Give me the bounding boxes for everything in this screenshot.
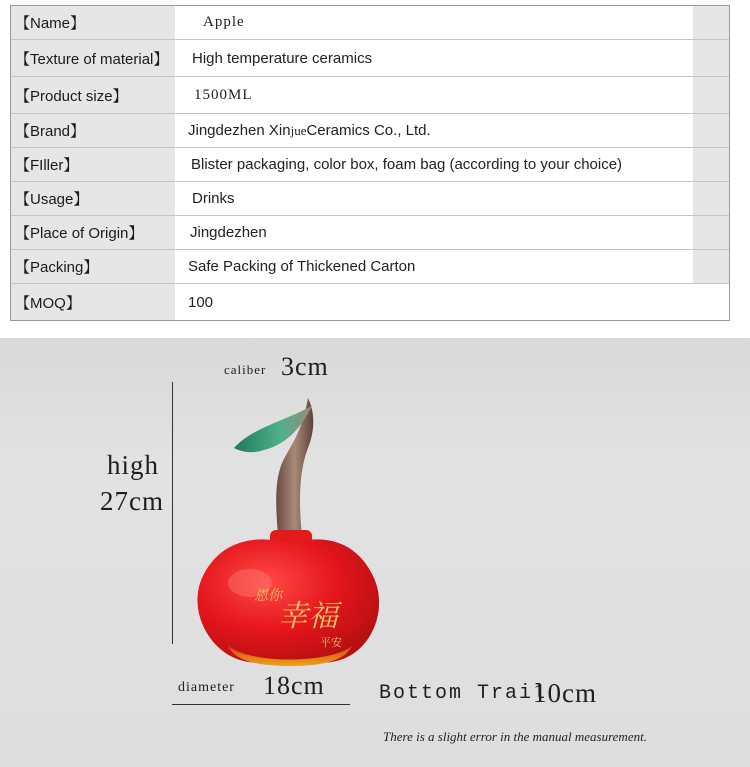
jar-text-top: 恩你 bbox=[254, 588, 282, 604]
row-label: 【Usage】 bbox=[11, 182, 175, 215]
table-row bbox=[11, 148, 729, 182]
brand-suffix: Ceramics Co., Ltd. bbox=[306, 122, 431, 139]
table-row bbox=[11, 6, 729, 40]
high-value: 27cm bbox=[100, 486, 164, 516]
row-label: 【Name】 bbox=[11, 6, 175, 39]
row-value: 100 bbox=[188, 293, 214, 311]
row-label: 【Texture of material】 bbox=[11, 40, 175, 76]
table-row bbox=[11, 40, 729, 77]
row-value: Blister packaging, color box, foam bag (according to your choice) bbox=[191, 156, 623, 173]
row-value: Safe Packing of Thickened Carton bbox=[188, 258, 416, 275]
table-row bbox=[11, 182, 729, 216]
row-label: 【Brand】 bbox=[11, 114, 175, 147]
table-row bbox=[11, 284, 729, 320]
measurement-note: There is a slight error in the manual measurement. bbox=[383, 729, 647, 744]
row-value: Jingdezhen bbox=[190, 224, 267, 241]
row-label: 【MOQ】 bbox=[11, 284, 175, 320]
jar-text-bottom: 平安 bbox=[320, 636, 342, 649]
caliber-value: 3cm bbox=[281, 352, 329, 381]
high-label: high bbox=[107, 450, 160, 480]
brand-prefix: Jingdezhen Xin bbox=[188, 122, 291, 139]
row-value: 1500ML bbox=[194, 86, 253, 103]
caliber-label: caliber bbox=[224, 362, 267, 377]
diameter-label: diameter bbox=[178, 680, 235, 695]
jar-text-main: 幸福 bbox=[278, 599, 338, 634]
height-measure-line bbox=[172, 382, 173, 644]
bottom-trail-label: Bottom Trail bbox=[379, 682, 548, 705]
row-label: 【Place of Origin】 bbox=[11, 216, 175, 249]
row-label: 【Product size】 bbox=[11, 77, 175, 113]
product-dimension-panel bbox=[0, 338, 750, 767]
table-row bbox=[11, 114, 729, 148]
row-value: Drinks bbox=[192, 190, 235, 207]
row-value: Apple bbox=[203, 14, 245, 30]
bottom-trail-value: 10cm bbox=[533, 678, 597, 708]
table-row bbox=[11, 250, 729, 284]
table-row bbox=[11, 216, 729, 250]
apple-jar-image bbox=[190, 388, 380, 668]
brand-mid: jue bbox=[290, 122, 307, 138]
table-row bbox=[11, 77, 729, 114]
diameter-measure-line bbox=[172, 704, 350, 705]
row-label: 【Packing】 bbox=[11, 250, 175, 283]
row-value: High temperature ceramics bbox=[192, 49, 373, 67]
diameter-value: 18cm bbox=[263, 671, 325, 700]
row-label: 【FIller】 bbox=[11, 148, 175, 181]
row-value bbox=[188, 114, 693, 147]
spec-table bbox=[10, 5, 730, 321]
